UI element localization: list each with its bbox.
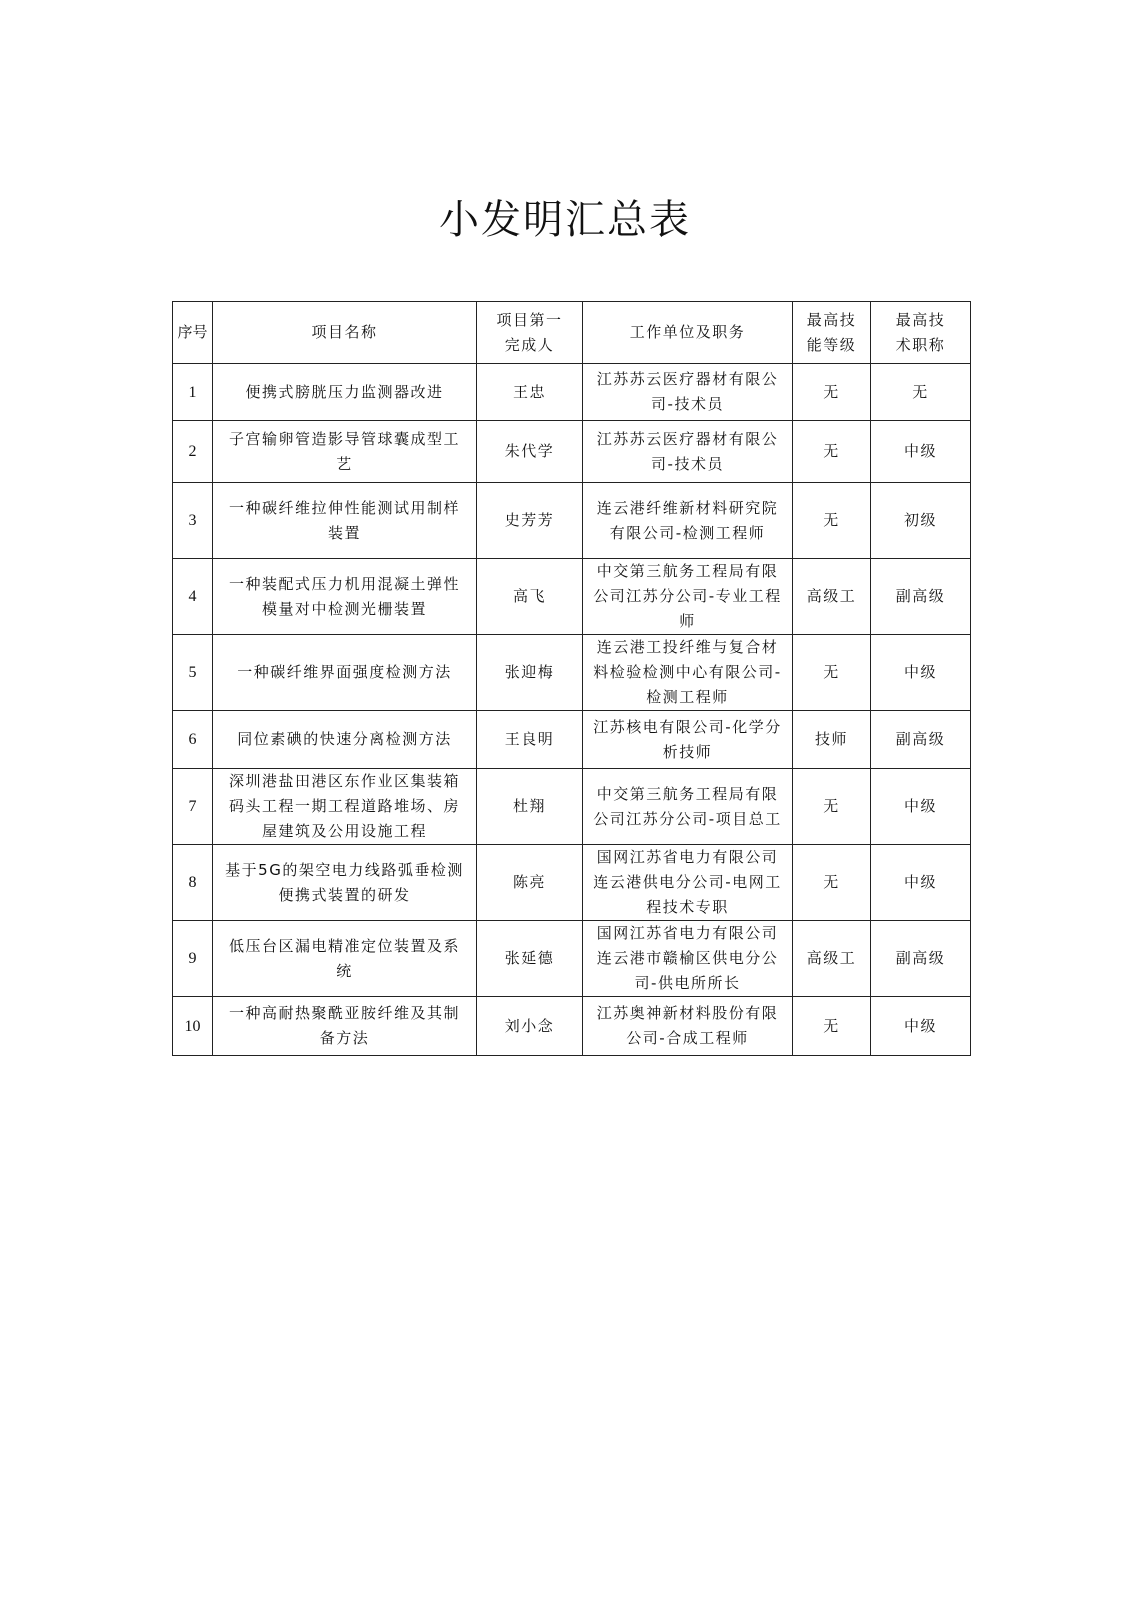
cell-project-name: 一种碳纤维拉伸性能测试用制样装置 bbox=[213, 483, 477, 559]
cell-unit: 中交第三航务工程局有限公司江苏分公司-专业工程师 bbox=[583, 559, 793, 635]
cell-seq: 3 bbox=[173, 483, 213, 559]
cell-seq: 2 bbox=[173, 421, 213, 483]
cell-skill: 无 bbox=[793, 997, 871, 1056]
cell-skill: 无 bbox=[793, 635, 871, 711]
header-project-name: 项目名称 bbox=[213, 302, 477, 364]
cell-project-name: 便携式膀胱压力监测器改进 bbox=[213, 364, 477, 421]
cell-person: 朱代学 bbox=[477, 421, 583, 483]
header-work-unit: 工作单位及职务 bbox=[583, 302, 793, 364]
cell-unit: 江苏奥神新材料股份有限公司-合成工程师 bbox=[583, 997, 793, 1056]
page-title: 小发明汇总表 bbox=[439, 197, 691, 243]
cell-project-name: 子宫输卵管造影导管球囊成型工艺 bbox=[213, 421, 477, 483]
cell-project-name: 一种高耐热聚酰亚胺纤维及其制备方法 bbox=[213, 997, 477, 1056]
cell-person: 张延德 bbox=[477, 921, 583, 997]
header-tech-title: 最高技术职称 bbox=[871, 302, 971, 364]
cell-seq: 5 bbox=[173, 635, 213, 711]
cell-seq: 1 bbox=[173, 364, 213, 421]
table-row bbox=[173, 845, 971, 921]
cell-skill: 无 bbox=[793, 769, 871, 845]
cell-title: 初级 bbox=[871, 483, 971, 559]
table-row bbox=[173, 483, 971, 559]
cell-skill: 高级工 bbox=[793, 559, 871, 635]
cell-project-name: 同位素碘的快速分离检测方法 bbox=[213, 711, 477, 769]
table-row bbox=[173, 769, 971, 845]
cell-unit: 连云港纤维新材料研究院有限公司-检测工程师 bbox=[583, 483, 793, 559]
table-row bbox=[173, 711, 971, 769]
cell-unit: 江苏苏云医疗器材有限公司-技术员 bbox=[583, 364, 793, 421]
cell-title: 中级 bbox=[871, 635, 971, 711]
invention-summary-table bbox=[172, 301, 971, 1056]
cell-person: 王忠 bbox=[477, 364, 583, 421]
cell-person: 张迎梅 bbox=[477, 635, 583, 711]
cell-title: 中级 bbox=[871, 845, 971, 921]
cell-title: 副高级 bbox=[871, 711, 971, 769]
header-first-completer: 项目第一完成人 bbox=[477, 302, 583, 364]
header-seq: 序号 bbox=[173, 302, 213, 364]
header-skill-level: 最高技能等级 bbox=[793, 302, 871, 364]
cell-person: 刘小念 bbox=[477, 997, 583, 1056]
cell-person: 杜翔 bbox=[477, 769, 583, 845]
cell-seq: 9 bbox=[173, 921, 213, 997]
cell-skill: 无 bbox=[793, 845, 871, 921]
cell-seq: 4 bbox=[173, 559, 213, 635]
cell-title: 中级 bbox=[871, 997, 971, 1056]
cell-project-name: 基于5G的架空电力线路弧垂检测便携式装置的研发 bbox=[213, 845, 477, 921]
cell-title: 中级 bbox=[871, 421, 971, 483]
cell-person: 史芳芳 bbox=[477, 483, 583, 559]
cell-unit: 国网江苏省电力有限公司连云港供电分公司-电网工程技术专职 bbox=[583, 845, 793, 921]
cell-skill: 无 bbox=[793, 364, 871, 421]
cell-unit: 江苏苏云医疗器材有限公司-技术员 bbox=[583, 421, 793, 483]
cell-title: 中级 bbox=[871, 769, 971, 845]
cell-person: 王良明 bbox=[477, 711, 583, 769]
cell-title: 副高级 bbox=[871, 559, 971, 635]
cell-project-name: 一种碳纤维界面强度检测方法 bbox=[213, 635, 477, 711]
table-header-row bbox=[173, 302, 971, 364]
cell-seq: 8 bbox=[173, 845, 213, 921]
cell-skill: 无 bbox=[793, 421, 871, 483]
cell-skill: 技师 bbox=[793, 711, 871, 769]
cell-project-name: 深圳港盐田港区东作业区集装箱码头工程一期工程道路堆场、房屋建筑及公用设施工程 bbox=[213, 769, 477, 845]
cell-person: 陈亮 bbox=[477, 845, 583, 921]
cell-seq: 6 bbox=[173, 711, 213, 769]
table-row bbox=[173, 364, 971, 421]
cell-title: 副高级 bbox=[871, 921, 971, 997]
cell-seq: 7 bbox=[173, 769, 213, 845]
cell-unit: 江苏核电有限公司-化学分析技师 bbox=[583, 711, 793, 769]
table-row bbox=[173, 635, 971, 711]
cell-skill: 无 bbox=[793, 483, 871, 559]
cell-project-name: 低压台区漏电精准定位装置及系统 bbox=[213, 921, 477, 997]
cell-person: 高飞 bbox=[477, 559, 583, 635]
table-row bbox=[173, 997, 971, 1056]
cell-unit: 连云港工投纤维与复合材料检验检测中心有限公司-检测工程师 bbox=[583, 635, 793, 711]
cell-seq: 10 bbox=[173, 997, 213, 1056]
table-row bbox=[173, 559, 971, 635]
table-row bbox=[173, 421, 971, 483]
cell-unit: 国网江苏省电力有限公司连云港市赣榆区供电分公司-供电所所长 bbox=[583, 921, 793, 997]
cell-unit: 中交第三航务工程局有限公司江苏分公司-项目总工 bbox=[583, 769, 793, 845]
cell-skill: 高级工 bbox=[793, 921, 871, 997]
table-row bbox=[173, 921, 971, 997]
cell-project-name: 一种装配式压力机用混凝土弹性模量对中检测光栅装置 bbox=[213, 559, 477, 635]
cell-title: 无 bbox=[871, 364, 971, 421]
